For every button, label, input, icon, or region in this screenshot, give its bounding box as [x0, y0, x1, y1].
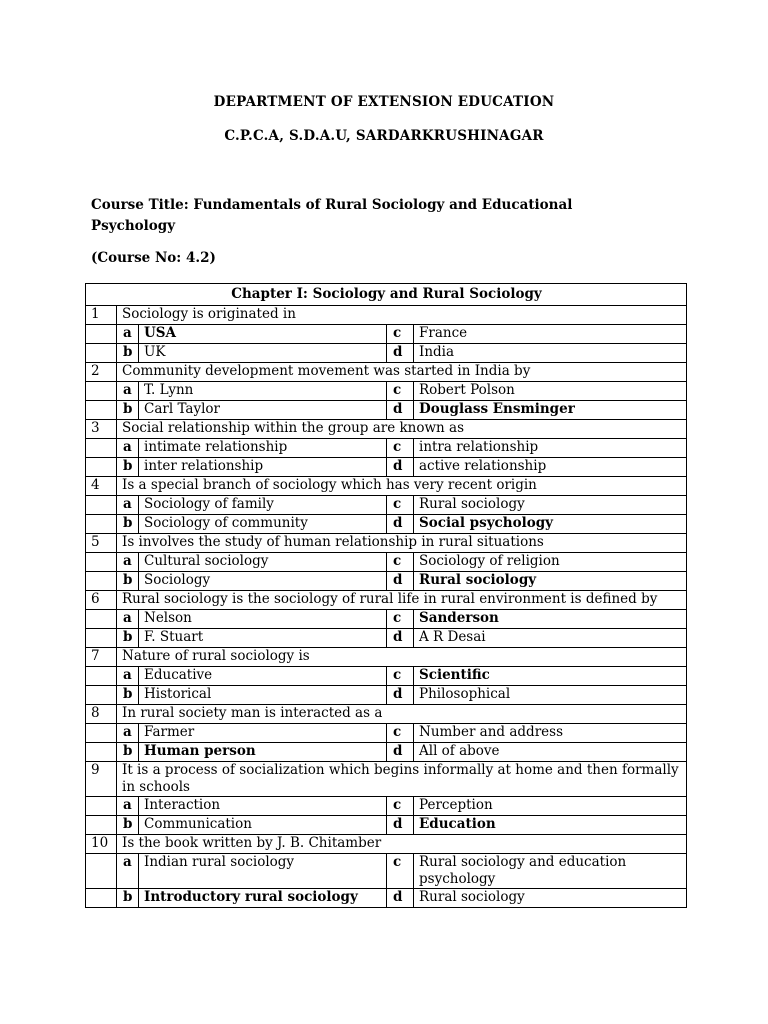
option-spacer	[86, 724, 117, 743]
option-letter-a: a	[117, 610, 139, 629]
question-number: 10	[86, 835, 117, 854]
option-letter-a: a	[117, 325, 139, 344]
option-letter-c: c	[387, 439, 414, 458]
question-text: Social relationship within the group are known as	[117, 420, 687, 439]
question-number: 7	[86, 648, 117, 667]
question-row	[86, 762, 687, 797]
option-row	[86, 344, 687, 363]
option-d-correct: Douglass Ensminger	[414, 401, 687, 420]
department-heading: DEPARTMENT OF EXTENSION EDUCATION	[213, 94, 555, 110]
option-letter-d: d	[387, 743, 414, 762]
option-letter-b: b	[117, 816, 139, 835]
option-spacer	[86, 667, 117, 686]
option-b: Historical	[139, 686, 387, 705]
option-b-correct: Human person	[139, 743, 387, 762]
option-d-correct: Education	[414, 816, 687, 835]
option-c: Robert Polson	[414, 382, 687, 401]
option-spacer	[86, 816, 117, 835]
option-a: intimate relationship	[139, 439, 387, 458]
option-c: Number and address	[414, 724, 687, 743]
option-row	[86, 816, 687, 835]
option-row	[86, 629, 687, 648]
option-spacer	[86, 515, 117, 534]
option-letter-b: b	[117, 344, 139, 363]
option-spacer	[86, 743, 117, 762]
option-row	[86, 610, 687, 629]
option-letter-b: b	[117, 629, 139, 648]
option-d: Rural sociology	[414, 889, 687, 908]
option-letter-b: b	[117, 889, 139, 908]
option-b: Communication	[139, 816, 387, 835]
question-text: Is the book written by J. B. Chitamber	[117, 835, 687, 854]
option-spacer	[86, 610, 117, 629]
option-row	[86, 496, 687, 515]
question-row	[86, 420, 687, 439]
course-number: (Course No: 4.2)	[91, 250, 216, 266]
question-number: 5	[86, 534, 117, 553]
question-text: Community development movement was started in India by	[117, 363, 687, 382]
question-number: 8	[86, 705, 117, 724]
option-letter-d: d	[387, 686, 414, 705]
option-a-correct: USA	[139, 325, 387, 344]
option-row	[86, 458, 687, 477]
option-spacer	[86, 382, 117, 401]
option-letter-b: b	[117, 515, 139, 534]
option-a: Sociology of family	[139, 496, 387, 515]
option-spacer	[86, 854, 117, 889]
option-b: Carl Taylor	[139, 401, 387, 420]
option-letter-d: d	[387, 816, 414, 835]
option-letter-c: c	[387, 797, 414, 816]
option-letter-b: b	[117, 686, 139, 705]
question-text: Is a special branch of sociology which has very recent origin	[117, 477, 687, 496]
option-row	[86, 854, 687, 889]
option-row	[86, 797, 687, 816]
question-number: 9	[86, 762, 117, 797]
option-spacer	[86, 553, 117, 572]
option-d: Philosophical	[414, 686, 687, 705]
option-spacer	[86, 401, 117, 420]
option-b: inter relationship	[139, 458, 387, 477]
option-a: Nelson	[139, 610, 387, 629]
option-letter-a: a	[117, 724, 139, 743]
option-c-correct: Scientific	[414, 667, 687, 686]
option-d-correct: Rural sociology	[414, 572, 687, 591]
option-letter-c: c	[387, 667, 414, 686]
option-row	[86, 889, 687, 908]
option-spacer	[86, 889, 117, 908]
question-text: Is involves the study of human relationship in rural situations	[117, 534, 687, 553]
option-row	[86, 382, 687, 401]
option-row	[86, 667, 687, 686]
question-text: Sociology is originated in	[117, 306, 687, 325]
option-spacer	[86, 629, 117, 648]
question-number: 2	[86, 363, 117, 382]
option-c: Rural sociology and education psychology	[414, 854, 687, 889]
option-row	[86, 553, 687, 572]
option-letter-b: b	[117, 458, 139, 477]
option-c: Perception	[414, 797, 687, 816]
option-row	[86, 401, 687, 420]
option-d: All of above	[414, 743, 687, 762]
question-row	[86, 534, 687, 553]
option-letter-c: c	[387, 854, 414, 889]
option-d: A R Desai	[414, 629, 687, 648]
option-spacer	[86, 458, 117, 477]
option-row	[86, 515, 687, 534]
option-b: UK	[139, 344, 387, 363]
option-row	[86, 572, 687, 591]
option-letter-d: d	[387, 629, 414, 648]
question-text: In rural society man is interacted as a	[117, 705, 687, 724]
question-row	[86, 835, 687, 854]
option-row	[86, 325, 687, 344]
question-row	[86, 477, 687, 496]
option-letter-a: a	[117, 382, 139, 401]
quiz-table-body	[86, 284, 687, 908]
option-a: T. Lynn	[139, 382, 387, 401]
option-spacer	[86, 439, 117, 458]
question-text: Nature of rural sociology is	[117, 648, 687, 667]
option-letter-a: a	[117, 553, 139, 572]
institution-heading: C.P.C.A, S.D.A.U, SARDARKRUSHINAGAR	[224, 128, 544, 144]
question-text: Rural sociology is the sociology of rural life in rural environment is defined by	[117, 591, 687, 610]
option-letter-c: c	[387, 610, 414, 629]
option-c: intra relationship	[414, 439, 687, 458]
course-title: Course Title: Fundamentals of Rural Sociology and Educational Psychology	[91, 197, 573, 234]
question-row	[86, 306, 687, 325]
option-letter-d: d	[387, 458, 414, 477]
option-a: Indian rural sociology	[139, 854, 387, 889]
option-b: Sociology of community	[139, 515, 387, 534]
option-a: Cultural sociology	[139, 553, 387, 572]
question-text: It is a process of socialization which begins informally at home and then formally in schools	[117, 762, 687, 797]
option-letter-a: a	[117, 854, 139, 889]
option-letter-a: a	[117, 439, 139, 458]
option-letter-c: c	[387, 382, 414, 401]
question-number: 1	[86, 306, 117, 325]
question-row	[86, 648, 687, 667]
question-row	[86, 363, 687, 382]
option-c-correct: Sanderson	[414, 610, 687, 629]
option-letter-b: b	[117, 401, 139, 420]
option-letter-c: c	[387, 496, 414, 515]
option-spacer	[86, 325, 117, 344]
quiz-table	[85, 283, 687, 908]
question-row	[86, 705, 687, 724]
option-a: Farmer	[139, 724, 387, 743]
option-spacer	[86, 797, 117, 816]
option-c: Rural sociology	[414, 496, 687, 515]
option-d: India	[414, 344, 687, 363]
question-number: 3	[86, 420, 117, 439]
question-number: 6	[86, 591, 117, 610]
option-d-correct: Social psychology	[414, 515, 687, 534]
option-b: Sociology	[139, 572, 387, 591]
option-row	[86, 439, 687, 458]
option-spacer	[86, 572, 117, 591]
chapter-row	[86, 284, 687, 306]
option-letter-c: c	[387, 553, 414, 572]
option-letter-b: b	[117, 572, 139, 591]
option-letter-a: a	[117, 496, 139, 515]
option-letter-a: a	[117, 797, 139, 816]
option-letter-b: b	[117, 743, 139, 762]
option-letter-d: d	[387, 344, 414, 363]
option-letter-a: a	[117, 667, 139, 686]
option-spacer	[86, 344, 117, 363]
option-a: Educative	[139, 667, 387, 686]
option-letter-d: d	[387, 401, 414, 420]
option-row	[86, 724, 687, 743]
option-letter-c: c	[387, 325, 414, 344]
option-a: Interaction	[139, 797, 387, 816]
question-number: 4	[86, 477, 117, 496]
option-letter-d: d	[387, 889, 414, 908]
option-c: France	[414, 325, 687, 344]
option-letter-d: d	[387, 515, 414, 534]
option-c: Sociology of religion	[414, 553, 687, 572]
chapter-title: Chapter I: Sociology and Rural Sociology	[86, 284, 687, 306]
option-letter-c: c	[387, 724, 414, 743]
option-row	[86, 743, 687, 762]
option-letter-d: d	[387, 572, 414, 591]
option-b: F. Stuart	[139, 629, 387, 648]
option-spacer	[86, 686, 117, 705]
option-spacer	[86, 496, 117, 515]
option-b-correct: Introductory rural sociology	[139, 889, 387, 908]
question-row	[86, 591, 687, 610]
option-d: active relationship	[414, 458, 687, 477]
option-row	[86, 686, 687, 705]
